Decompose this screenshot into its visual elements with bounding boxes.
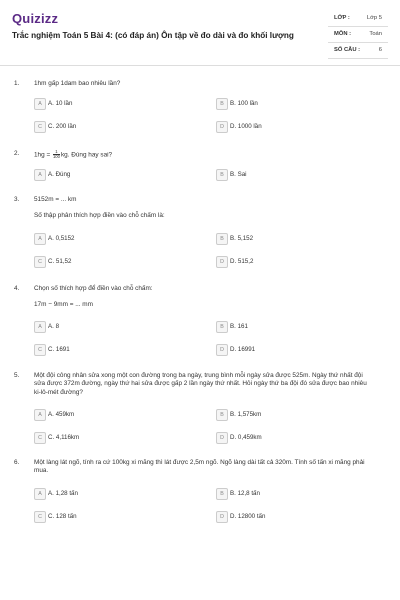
option-text: A. 8 [48,323,60,330]
question-subtext: Số thập phân thích hợp điền vào chỗ chấm là: [34,212,165,219]
option-letter-badge: C [34,256,46,268]
option-text: B. 5,152 [230,235,254,242]
option-text: C. 4,116km [48,434,80,441]
quizizz-logo: Quizizz [12,11,59,26]
question-number: 6. [14,459,20,466]
option-letter-badge: D [216,256,228,268]
question-number: 5. [14,372,20,379]
option-letter-badge: D [216,344,228,356]
worksheet-title: Trắc nghiệm Toán 5 Bài 4: (có đáp án) Ôn tập về đo dài và đo khối lượng [12,31,294,40]
option-letter-badge: B [216,409,228,421]
option-text: B. 100 lần [230,100,258,107]
option-text: B. 12,8 tấn [230,490,260,497]
option-text: C. 200 lần [48,123,77,130]
option-letter-badge: B [216,488,228,500]
fraction [53,150,60,160]
fraction-numerator: 1 [53,150,60,155]
question-text: Chọn số thích hợp để điền vào chỗ chấm: [34,285,153,292]
option-text: D. 1000 lần [230,123,262,130]
meta-label: SỐ CÂU : [334,47,361,53]
option-letter-badge: C [34,344,46,356]
option-text: A. Đúng [48,171,71,178]
option-text: D. 12800 tấn [230,513,266,520]
meta-label: MÔN : [334,31,352,37]
option-text: D. 515,2 [230,258,254,265]
option-text: A. 1,28 tấn [48,490,78,497]
option-letter-badge: A [34,98,46,110]
option-letter-badge: B [216,98,228,110]
option-letter-badge: A [34,488,46,500]
question-number: 4. [14,285,20,292]
option-text: D. 16991 [230,346,256,353]
option-letter-badge: A [34,409,46,421]
option-letter-badge: B [216,233,228,245]
option-letter-badge: D [216,121,228,133]
option-letter-badge: B [216,169,228,181]
option-letter-badge: D [216,511,228,523]
question-text: Một làng lát ngõ, tính ra cứ 100kg xi măng thì lát được 2,5m ngõ. Ngõ làng dài tất cả 320m. Tính số tấn xi măng phải mua. [34,459,365,475]
option-text: D. 0,459km [230,434,262,441]
question-number: 3. [14,196,20,203]
option-letter-badge: A [34,233,46,245]
option-text: C. 51,52 [48,258,72,265]
meta-label: LỚP : [334,15,350,21]
question-subtext: 17m − 9mm = ... mm [34,301,93,308]
option-text: A. 10 lần [48,100,73,107]
meta-value: Toán [369,31,382,37]
option-text: B. 1,575km [230,411,262,418]
option-text: A. 0,5152 [48,235,75,242]
option-letter-badge: C [34,121,46,133]
option-letter-badge: B [216,321,228,333]
meta-value: Lớp 5 [366,15,382,21]
question-text: 1hm gấp 1dam bao nhiêu lần? [34,80,121,87]
option-text: A. 459km [48,411,75,418]
meta-row-class [328,11,388,27]
option-letter-badge: C [34,511,46,523]
option-text: C. 128 tấn [48,513,77,520]
meta-table [328,11,388,59]
question-text [34,150,374,160]
question-number: 1. [14,80,20,87]
meta-value: 6 [378,47,382,53]
question-text-after: kg. Đúng hay sai? [60,151,113,159]
question-text-before: 1hg = [34,151,52,159]
fraction-denominator: 100 [52,154,60,160]
meta-row-subject [328,27,388,43]
meta-row-count [328,43,388,59]
option-letter-badge: D [216,432,228,444]
question-number: 2. [14,150,20,157]
option-letter-badge: A [34,169,46,181]
option-text: B. 161 [230,323,248,330]
header-divider [0,65,400,66]
option-text: C. 1691 [48,346,70,353]
worksheet-header [0,0,400,64]
question-text: 5152m = ... km [34,196,77,203]
option-text: B. Sai [230,171,247,178]
option-letter-badge: C [34,432,46,444]
option-letter-badge: A [34,321,46,333]
question-text: Một đội công nhân sửa xong một con đường trong ba ngày, trung bình mỗi ngày sửa được 525m. Ngày thứ nhất đội sửa được 372m đường, ngày thứ hai sửa được gấp 2 lần ngày thứ nhất. Hỏi ngày thứ ba đội đó sửa được bao nhiêu ki-lô-mét đường? [34,372,367,396]
